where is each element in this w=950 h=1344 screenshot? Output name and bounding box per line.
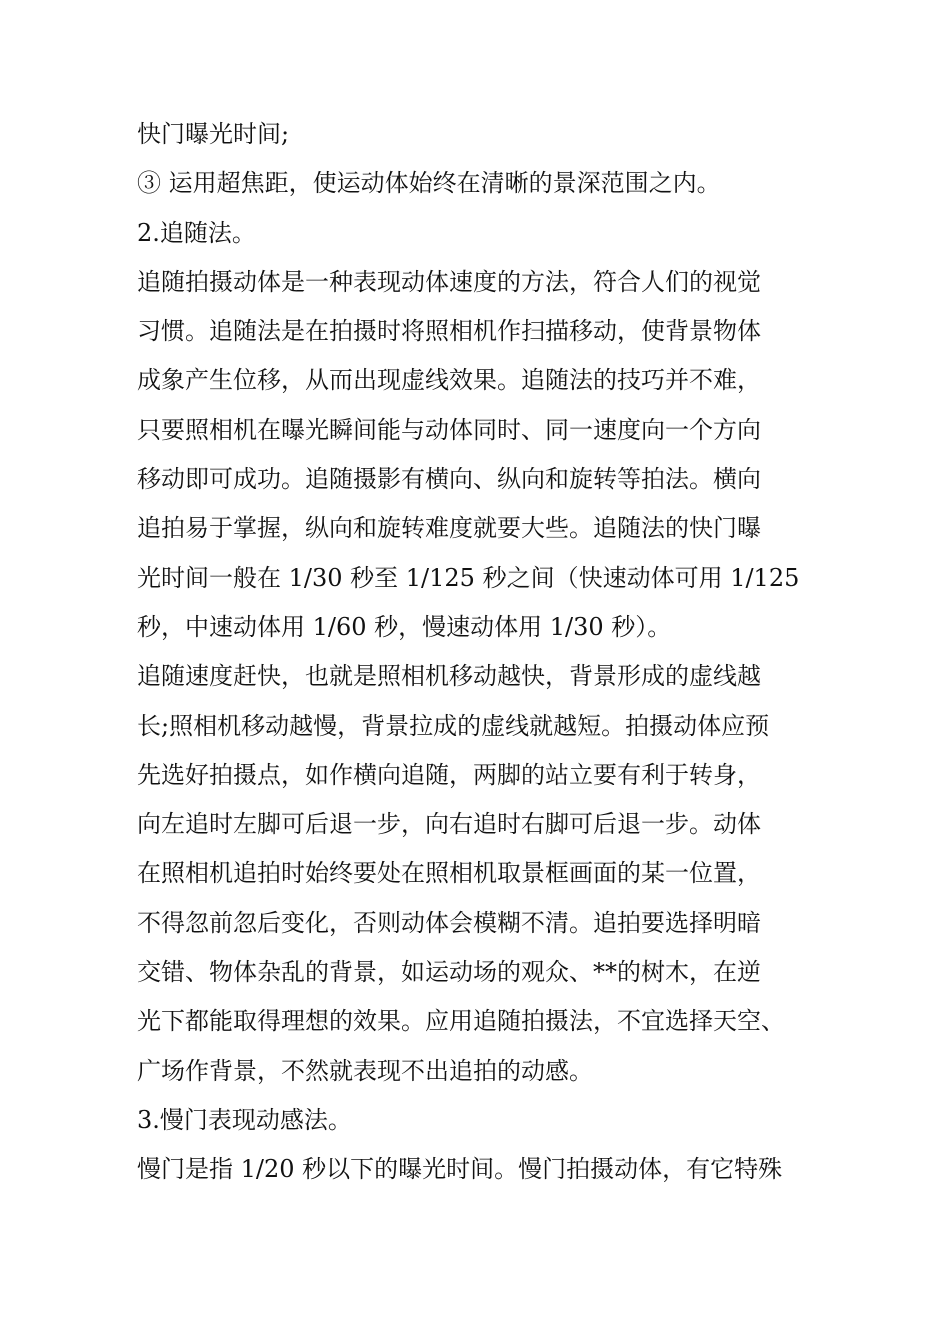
text-line: 追随速度赶快，也就是照相机移动越快，背景形成的虚线越 (137, 662, 761, 691)
text-line: 快门曝光时间; (137, 120, 290, 148)
text-line: 光时间一般在 1/30 秒至 1/125 秒之间（快速动体可用 1/125 (137, 563, 800, 592)
text-line: 追随拍摄动体是一种表现动体速度的方法，符合人们的视觉 (137, 267, 761, 296)
text-line: 只要照相机在曝光瞬间能与动体同时、同一速度向一个方向 (137, 415, 761, 444)
text-line: 先选好拍摄点，如作横向追随，两脚的站立要有利于转身， (137, 760, 761, 789)
body-text (137, 110, 837, 1195)
section-heading: 2.追随法。 (137, 218, 256, 247)
text-line: 成象产生位移，从而出现虚线效果。追随法的技巧并不难， (137, 366, 761, 395)
text-line: 移动即可成功。追随摄影有横向、纵向和旋转等拍法。横向 (137, 465, 761, 494)
text-line: 长;照相机移动越慢，背景拉成的虚线就越短。拍摄动体应预 (137, 711, 770, 740)
text-line: ③ 运用超焦距，使运动体始终在清晰的景深范围之内。 (137, 169, 721, 198)
text-line: 习惯。追随法是在拍摄时将照相机作扫描移动，使背景物体 (137, 317, 761, 346)
text-line: 广场作背景，不然就表现不出追拍的动感。 (137, 1056, 593, 1085)
text-line: 光下都能取得理想的效果。应用追随拍摄法，不宜选择天空、 (137, 1007, 785, 1036)
text-line: 交错、物体杂乱的背景，如运动场的观众、**的树木，在逆 (137, 958, 761, 987)
text-line: 秒，中速动体用 1/60 秒，慢速动体用 1/30 秒）。 (137, 612, 672, 641)
section-heading: 3.慢门表现动感法。 (137, 1105, 352, 1134)
text-line: 不得忽前忽后变化，否则动体会模糊不清。追拍要选择明暗 (137, 908, 761, 937)
text-line: 向左追时左脚可后退一步，向右追时右脚可后退一步。动体 (137, 810, 761, 839)
text-line: 追拍易于掌握，纵向和旋转难度就要大些。追随法的快门曝 (137, 514, 761, 543)
text-line: 慢门是指 1/20 秒以下的曝光时间。慢门拍摄动体，有它特殊 (137, 1155, 783, 1184)
text-line: 在照相机追拍时始终要处在照相机取景框画面的某一位置， (137, 859, 761, 888)
